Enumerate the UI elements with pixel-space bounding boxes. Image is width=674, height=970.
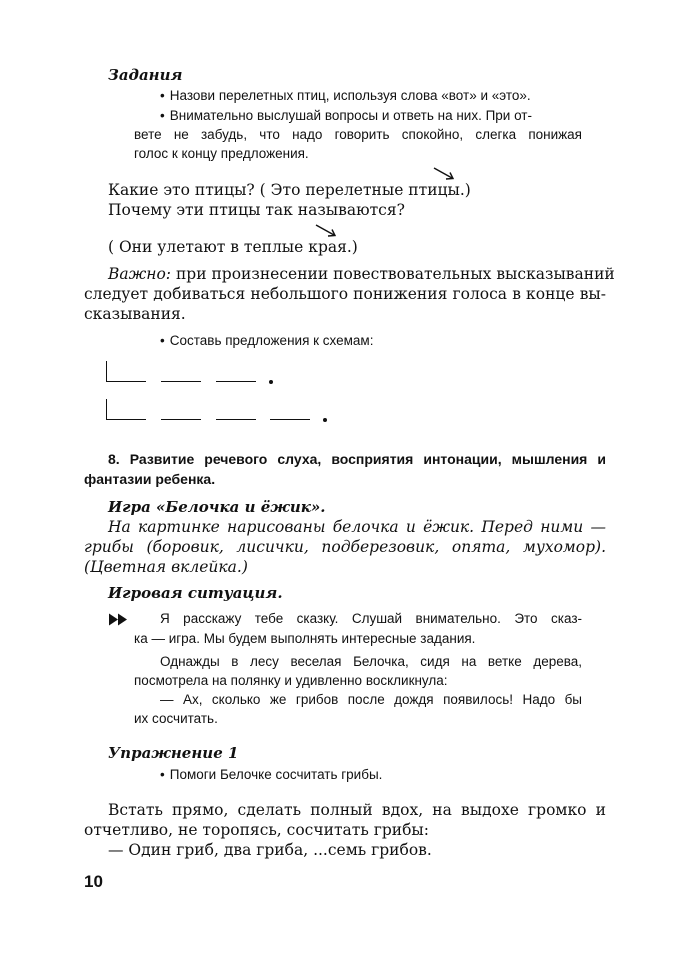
dialog-answer-2: [108, 237, 358, 257]
situation-line-6: их сосчитать.: [134, 711, 218, 726]
scheme-1-period: [269, 380, 273, 384]
answer-1-pre: ( Это перелетные пти: [259, 181, 438, 199]
section-8-title-line-1: 8. Развитие речевого слуха, восприятия интонации, мышления и: [108, 451, 606, 467]
important-text-1: при произнесении повествовательных высказываний: [175, 265, 615, 283]
question-1-text: Какие это птицы?: [108, 181, 255, 199]
section-8-title-line-2: фантазии ребенка.: [84, 471, 216, 487]
answer-2-stressed: [318, 238, 358, 256]
exercise-1-bullet: • Помоги Белочке сосчитать грибы.: [160, 765, 382, 784]
exercise-1-line-3: — Один гриб, два гриба, ...семь грибов.: [108, 841, 432, 859]
scheme-1-capital-mark: [106, 361, 107, 382]
exercise-1-heading: Упражнение 1: [108, 744, 239, 762]
important-line-3: сказывания.: [84, 305, 186, 323]
answer-2-acc: рая.): [317, 238, 358, 256]
scheme-2-word-3: [216, 419, 256, 420]
important-line-1: [108, 264, 615, 284]
scheme-1-word-3: [216, 381, 256, 382]
page-number: 10: [84, 872, 103, 891]
answer-1-stressed: [438, 181, 471, 199]
tasks-bullet-2-line-1: • Внимательно выслушай вопросы и ответь на них. При от-: [160, 106, 532, 125]
answer-2-pre: ( Они улетают в теплые к: [108, 238, 318, 256]
important-line-2: следует добиваться небольшого понижения голоса в конце вы-: [84, 285, 606, 303]
play-icon: [108, 613, 130, 626]
schemes-instruction: • Составь предложения к схемам:: [160, 331, 373, 350]
exercise-1-line-1: Встать прямо, сделать полный вдох, на выдохе громко и: [108, 801, 606, 819]
answer-1-text: [260, 181, 471, 199]
scheme-2-capital-mark: [106, 399, 107, 420]
situation-heading: Игровая ситуация.: [108, 584, 283, 602]
game-line-1: На картинке нарисованы белочка и ёжик. Перед ними —: [108, 518, 606, 536]
scheme-2-period: [323, 418, 327, 422]
tasks-heading: Задания: [108, 66, 183, 84]
scheme-1-word-1: [106, 381, 146, 382]
scheme-2-word-4: [270, 419, 310, 420]
situation-line-2: ка — игра. Мы будем выполнять интересные задания.: [134, 631, 476, 646]
dialog-question-2: Почему эти птицы так называются?: [108, 201, 405, 219]
game-heading: Игра «Белочка и ёжик».: [108, 498, 326, 516]
important-label: Важно:: [108, 265, 172, 283]
tasks-bullet-2-line-3: голос к концу предложения.: [134, 146, 309, 161]
answer-1-acc: цы.): [437, 181, 471, 199]
situation-line-5: — Ах, сколько же грибов после дождя появилось! Надо бы: [160, 692, 582, 707]
scheme-2-word-2: [161, 419, 201, 420]
tasks-bullet-1: • Назови перелетных птиц, используя слова «вот» и «это».: [160, 86, 531, 105]
dialog-question-1: [108, 180, 471, 200]
scheme-1-word-2: [161, 381, 201, 382]
tasks-bullet-2-line-2: вете не забудь, что надо говорить спокойно, слегка понижая: [134, 127, 582, 142]
intonation-down-arrow-icon: [432, 165, 458, 183]
situation-line-3: Однажды в лесу веселая Белочка, сидя на ветке дерева,: [160, 654, 582, 669]
exercise-1-line-2: отчетливо, не торопясь, сосчитать грибы:: [84, 821, 429, 839]
situation-line-1: Я расскажу тебе сказку. Слушай внимательно. Это сказ-: [160, 611, 582, 626]
game-line-2: грибы (боровик, лисички, подберезовик, опята, мухомор).: [84, 538, 606, 556]
situation-line-4: посмотрела на полянку и удивленно воскликнула:: [134, 673, 448, 688]
game-line-3: (Цветная вклейка.): [84, 558, 248, 576]
scheme-2-word-1: [106, 419, 146, 420]
intonation-down-arrow-icon: [314, 222, 340, 240]
